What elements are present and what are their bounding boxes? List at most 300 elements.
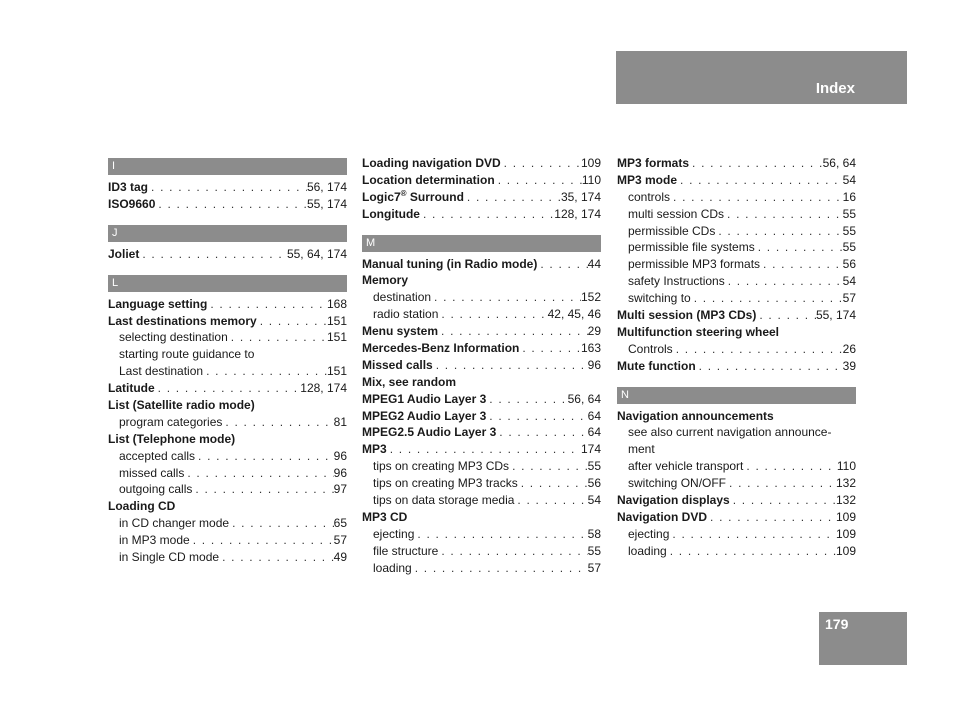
dot-leader xyxy=(655,441,856,458)
entry-term xyxy=(119,363,203,380)
dot-leader xyxy=(669,526,836,543)
entry-term xyxy=(373,289,431,306)
entry-term-text: MPEG1 Audio Layer 3 xyxy=(362,391,487,406)
index-subentry xyxy=(617,189,856,206)
entry-term-text: Mute function xyxy=(617,358,696,373)
index-subentry xyxy=(617,206,856,223)
entry-page-refs: 96 xyxy=(333,448,347,463)
entry-term-text: file structure xyxy=(373,543,439,558)
entry-term-text: after vehicle transport xyxy=(628,459,744,474)
entry-page-refs: 42, 45, 46 xyxy=(547,307,601,322)
entry-term-text: Navigation displays xyxy=(617,493,730,508)
entry-page-refs: 55, 64, 174 xyxy=(286,246,347,261)
entry-term-text: List (Telephone mode) xyxy=(108,431,236,446)
index-entry xyxy=(108,313,347,330)
entry-term-text: outgoing calls xyxy=(119,482,193,497)
entry-page-refs: 49 xyxy=(333,550,347,565)
index-subentry xyxy=(617,273,856,290)
entry-term xyxy=(362,189,464,206)
index-subentry xyxy=(617,424,856,441)
entry-page-refs: 152 xyxy=(580,290,601,305)
index-subentry xyxy=(362,306,601,323)
entry-term-text: in Single CD mode xyxy=(119,550,220,565)
entry-term-text: Last destination xyxy=(119,364,204,379)
entry-page-refs: 97 xyxy=(333,482,347,497)
entry-term-text: Loading navigation DVD xyxy=(362,156,501,170)
index-entry xyxy=(617,307,856,324)
entry-term-text: permissible CDs xyxy=(628,223,716,238)
entry-term-text: Missed calls xyxy=(362,357,433,372)
entry-term xyxy=(373,458,509,475)
entry-page-refs: 110 xyxy=(581,172,601,187)
dot-leader xyxy=(420,206,554,223)
entry-term xyxy=(119,549,219,566)
dot-leader xyxy=(725,273,843,290)
entry-term xyxy=(628,256,760,273)
entry-term xyxy=(108,397,255,414)
dot-leader xyxy=(433,357,588,374)
entry-page-refs: 109 xyxy=(835,509,856,524)
dot-leader xyxy=(408,272,601,289)
index-entry xyxy=(362,408,601,425)
entry-page-refs: 56, 64 xyxy=(822,156,856,170)
entry-term xyxy=(373,543,438,560)
index-entry xyxy=(617,172,856,189)
index-entry xyxy=(362,272,601,289)
entry-page-refs: 55, 174 xyxy=(306,196,347,211)
entry-term-text-continued: Surround xyxy=(406,189,464,204)
entry-term-text: Multifunction steering wheel xyxy=(617,324,780,339)
dot-leader xyxy=(235,431,347,448)
entry-term xyxy=(617,155,689,172)
dot-leader xyxy=(689,155,823,172)
entry-term-text: loading xyxy=(628,543,667,558)
index-entry xyxy=(362,189,601,206)
index-entry xyxy=(617,155,856,172)
entry-page-refs: 58 xyxy=(587,526,601,541)
dot-leader xyxy=(412,560,588,577)
entry-term xyxy=(108,246,139,263)
dot-leader xyxy=(228,329,327,346)
entry-term xyxy=(119,532,190,549)
dot-leader xyxy=(184,465,333,482)
index-subentry xyxy=(617,223,856,240)
dot-leader xyxy=(139,246,287,263)
entry-term xyxy=(362,206,420,223)
entry-page-refs: 54 xyxy=(842,274,856,289)
entry-term-text: Controls xyxy=(628,341,673,356)
entry-term xyxy=(108,380,155,397)
dot-leader xyxy=(387,441,581,458)
entry-term-text: MP3 CD xyxy=(362,509,408,524)
dot-leader xyxy=(438,306,547,323)
index-entry xyxy=(362,155,601,172)
dot-leader xyxy=(148,179,307,196)
index-entry xyxy=(362,206,601,223)
entry-term-text: tips on data storage media xyxy=(373,493,515,508)
index-column-2 xyxy=(362,155,601,576)
dot-leader xyxy=(254,346,347,363)
entry-term xyxy=(617,307,756,324)
entry-page-refs: 163 xyxy=(580,341,601,356)
entry-page-refs: 55 xyxy=(842,240,856,255)
entry-term-text: MP3 mode xyxy=(617,172,678,187)
page-number: 179 xyxy=(825,616,849,632)
index-entry xyxy=(108,179,347,196)
dot-leader xyxy=(673,341,843,358)
index-subentry xyxy=(108,465,347,482)
index-subentry xyxy=(617,526,856,543)
entry-term-text: Menu system xyxy=(362,324,439,339)
index-subentry xyxy=(108,532,347,549)
index-subentry xyxy=(108,329,347,346)
dot-leader xyxy=(219,549,334,566)
registered-mark: ® xyxy=(400,188,407,198)
entry-page-refs: 132 xyxy=(835,476,856,491)
index-entry xyxy=(362,256,601,273)
entry-term xyxy=(362,340,519,357)
dot-leader xyxy=(486,391,567,408)
dot-leader xyxy=(670,189,843,206)
index-subentry xyxy=(617,441,856,458)
index-entry xyxy=(617,358,856,375)
entry-page-refs: 96 xyxy=(333,465,347,480)
index-column-3 xyxy=(617,155,856,560)
entry-page-refs: 55, 174 xyxy=(815,308,856,323)
entry-term xyxy=(628,189,670,206)
dot-leader xyxy=(155,380,301,397)
dot-leader xyxy=(755,239,843,256)
entry-term xyxy=(119,448,195,465)
index-entry xyxy=(362,441,601,458)
entry-term-text: Manual tuning (in Radio mode) xyxy=(362,256,538,271)
entry-term xyxy=(628,475,726,492)
entry-term xyxy=(119,346,254,363)
entry-page-refs: 55 xyxy=(842,223,856,238)
entry-page-refs: 151 xyxy=(326,313,347,328)
index-subentry xyxy=(617,458,856,475)
entry-term xyxy=(373,475,518,492)
entry-term-text: List (Satellite radio mode) xyxy=(108,398,255,413)
entry-term xyxy=(119,329,228,346)
entry-term-text: Mercedes-Benz Information xyxy=(362,341,520,356)
dot-leader xyxy=(831,424,856,441)
entry-term-text: Mix, see random xyxy=(362,374,457,389)
entry-term-text: Memory xyxy=(362,273,409,288)
entry-page-refs: 65 xyxy=(333,516,347,531)
dot-leader xyxy=(495,172,582,189)
index-subentry xyxy=(362,492,601,509)
entry-page-refs: 81 xyxy=(333,414,347,429)
entry-page-refs: 44 xyxy=(587,256,601,271)
dot-leader xyxy=(667,543,836,560)
entry-term xyxy=(362,408,486,425)
entry-term xyxy=(628,526,669,543)
entry-term xyxy=(628,543,667,560)
entry-term xyxy=(628,424,831,441)
dot-leader xyxy=(677,172,843,189)
entry-term xyxy=(108,196,155,213)
entry-term-text: loading xyxy=(373,560,412,575)
dot-leader xyxy=(726,475,836,492)
entry-term-text: in MP3 mode xyxy=(119,533,190,548)
dot-leader xyxy=(691,290,843,307)
entry-term-text: Language setting xyxy=(108,296,208,311)
entry-term xyxy=(628,239,755,256)
index-entry xyxy=(108,380,347,397)
entry-term xyxy=(108,313,257,330)
entry-term-text: destination xyxy=(373,290,432,305)
entry-page-refs: 128, 174 xyxy=(554,206,601,221)
dot-leader xyxy=(518,475,588,492)
entry-page-refs: 54 xyxy=(842,172,856,187)
entry-term xyxy=(108,179,148,196)
dot-leader xyxy=(431,289,581,306)
entry-term xyxy=(617,358,696,375)
entry-page-refs: 35, 174 xyxy=(560,189,601,204)
entry-term-text: tips on creating MP3 tracks xyxy=(373,476,518,491)
entry-page-refs: 132 xyxy=(835,493,856,508)
dot-leader xyxy=(496,424,587,441)
section-header-i: I xyxy=(108,158,347,175)
entry-term-text: Joliet xyxy=(108,246,140,261)
index-entry xyxy=(362,323,601,340)
dot-leader xyxy=(203,363,327,380)
entry-page-refs: 96 xyxy=(587,357,601,372)
index-subentry xyxy=(362,458,601,475)
dot-leader xyxy=(519,340,581,357)
entry-term-text: Navigation announcements xyxy=(617,408,774,423)
entry-term xyxy=(362,391,486,408)
dot-leader xyxy=(774,408,856,425)
dot-leader xyxy=(407,509,601,526)
entry-term-text: Latitude xyxy=(108,381,155,396)
dot-leader xyxy=(222,414,333,431)
entry-page-refs: 56, 64 xyxy=(567,391,601,406)
section-header-l: L xyxy=(108,275,347,292)
dot-leader xyxy=(195,448,334,465)
dot-leader xyxy=(760,256,843,273)
entry-term xyxy=(108,431,235,448)
dot-leader xyxy=(779,324,856,341)
entry-page-refs: 174 xyxy=(580,442,601,457)
entry-term xyxy=(108,296,207,313)
entry-term-text: tips on creating MP3 CDs xyxy=(373,459,510,474)
entry-page-refs: 110 xyxy=(836,459,856,474)
section-header-m: M xyxy=(362,235,601,252)
entry-term xyxy=(617,324,779,341)
entry-term xyxy=(628,458,743,475)
entry-page-refs: 54 xyxy=(587,493,601,508)
index-header-tab xyxy=(616,51,907,104)
dot-leader xyxy=(509,458,588,475)
entry-term xyxy=(617,408,774,425)
index-entry xyxy=(362,172,601,189)
index-entry xyxy=(617,408,856,425)
dot-leader xyxy=(730,492,836,509)
dot-leader xyxy=(464,189,561,206)
index-entry xyxy=(362,509,601,526)
index-subentry xyxy=(362,289,601,306)
dot-leader xyxy=(175,498,347,515)
entry-term-text: ISO9660 xyxy=(108,196,156,211)
index-entry xyxy=(617,324,856,341)
index-entry xyxy=(362,340,601,357)
index-subentry xyxy=(108,363,347,380)
index-subentry xyxy=(362,560,601,577)
entry-term xyxy=(362,509,407,526)
entry-page-refs: 56, 174 xyxy=(306,180,347,194)
entry-term xyxy=(628,290,691,307)
entry-page-refs: 109 xyxy=(580,156,601,170)
dot-leader xyxy=(501,155,581,172)
entry-term-text: permissible MP3 formats xyxy=(628,257,761,272)
dot-leader xyxy=(255,397,347,414)
dot-leader xyxy=(414,526,587,543)
entry-term-text: starting route guidance to xyxy=(119,347,255,362)
dot-leader xyxy=(743,458,836,475)
index-entry xyxy=(362,391,601,408)
entry-term-text: in CD changer mode xyxy=(119,516,230,531)
entry-page-refs: 64 xyxy=(587,425,601,440)
entry-term xyxy=(362,357,433,374)
entry-term xyxy=(362,441,387,458)
entry-term xyxy=(119,465,184,482)
index-entry xyxy=(108,246,347,263)
entry-term xyxy=(628,441,655,458)
dot-leader xyxy=(456,374,601,391)
dot-leader xyxy=(207,296,327,313)
dot-leader xyxy=(756,307,816,324)
index-subentry xyxy=(362,475,601,492)
index-subentry xyxy=(362,526,601,543)
entry-term xyxy=(362,374,456,391)
dot-leader xyxy=(486,408,587,425)
index-subentry xyxy=(108,414,347,431)
entry-page-refs: 168 xyxy=(326,296,347,311)
index-entry xyxy=(362,374,601,391)
entry-term xyxy=(373,306,438,323)
entry-page-refs: 57 xyxy=(842,291,856,306)
entry-term-text: ment xyxy=(628,442,655,457)
entry-page-refs: 57 xyxy=(333,533,347,548)
entry-term xyxy=(362,256,537,273)
entry-term-text: Navigation DVD xyxy=(617,509,708,524)
entry-page-refs: 109 xyxy=(835,543,856,558)
entry-term-text: selecting destination xyxy=(119,330,228,345)
entry-term-text: MPEG2 Audio Layer 3 xyxy=(362,408,487,423)
section-header-n: N xyxy=(617,387,856,404)
entry-page-refs: 29 xyxy=(587,324,601,339)
entry-term xyxy=(617,172,677,189)
entry-term xyxy=(617,492,730,509)
dot-leader xyxy=(190,532,334,549)
index-entry xyxy=(108,296,347,313)
entry-term xyxy=(362,155,501,172)
index-subentry xyxy=(617,290,856,307)
page-number-tab xyxy=(819,612,907,665)
index-subentry xyxy=(362,543,601,560)
entry-term-text: MP3 formats xyxy=(617,156,690,170)
section-header-j: J xyxy=(108,225,347,242)
entry-term xyxy=(373,492,514,509)
index-entry xyxy=(108,498,347,515)
index-subentry xyxy=(617,341,856,358)
dot-leader xyxy=(707,509,836,526)
entry-term-text: MPEG2.5 Audio Layer 3 xyxy=(362,425,497,440)
entry-term xyxy=(373,560,412,577)
index-entry xyxy=(108,431,347,448)
index-column-1 xyxy=(108,158,347,566)
entry-term xyxy=(617,509,707,526)
entry-term xyxy=(628,206,724,223)
entry-page-refs: 55 xyxy=(587,459,601,474)
dot-leader xyxy=(715,223,842,240)
entry-term xyxy=(108,498,175,515)
entry-page-refs: 55 xyxy=(842,206,856,221)
dot-leader xyxy=(696,358,843,375)
entry-term-text: permissible file systems xyxy=(628,240,755,255)
entry-term-text: Location determination xyxy=(362,172,495,187)
entry-page-refs: 39 xyxy=(842,358,856,373)
dot-leader xyxy=(155,196,307,213)
entry-page-refs: 57 xyxy=(587,560,601,575)
entry-term-text: missed calls xyxy=(119,465,185,480)
entry-term-text: radio station xyxy=(373,307,439,322)
index-entry xyxy=(362,357,601,374)
entry-term-text: multi session CDs xyxy=(628,206,725,221)
entry-term xyxy=(362,172,495,189)
entry-term-text: accepted calls xyxy=(119,448,196,463)
entry-page-refs: 128, 174 xyxy=(300,381,347,396)
entry-term xyxy=(119,481,192,498)
entry-term-text: safety Instructions xyxy=(628,274,725,289)
entry-term xyxy=(119,515,229,532)
index-entry xyxy=(617,492,856,509)
entry-page-refs: 26 xyxy=(842,341,856,356)
entry-page-refs: 109 xyxy=(835,526,856,541)
entry-term-text: switching ON/OFF xyxy=(628,476,727,491)
index-subentry xyxy=(617,543,856,560)
entry-term xyxy=(373,526,414,543)
index-subentry xyxy=(108,481,347,498)
entry-page-refs: 56 xyxy=(842,257,856,272)
index-subentry xyxy=(617,239,856,256)
dot-leader xyxy=(537,256,587,273)
dot-leader xyxy=(438,543,587,560)
entry-term-text: program categories xyxy=(119,414,223,429)
dot-leader xyxy=(192,481,333,498)
index-subentry xyxy=(617,475,856,492)
entry-term-text: Longitude xyxy=(362,206,420,221)
entry-term xyxy=(362,272,408,289)
entry-term xyxy=(362,424,496,441)
index-entry xyxy=(108,196,347,213)
entry-term xyxy=(628,341,673,358)
index-subentry xyxy=(108,549,347,566)
entry-term-text: see also current navigation announce- xyxy=(628,425,832,440)
entry-term xyxy=(119,414,222,431)
dot-leader xyxy=(724,206,843,223)
index-subentry xyxy=(617,256,856,273)
dot-leader xyxy=(257,313,327,330)
entry-term-text: MP3 xyxy=(362,442,387,457)
entry-term xyxy=(628,273,725,290)
entry-page-refs: 56 xyxy=(587,476,601,491)
entry-term-text: Last destinations memory xyxy=(108,313,257,328)
entry-term-text: Logic7 xyxy=(362,189,401,204)
dot-leader xyxy=(229,515,334,532)
